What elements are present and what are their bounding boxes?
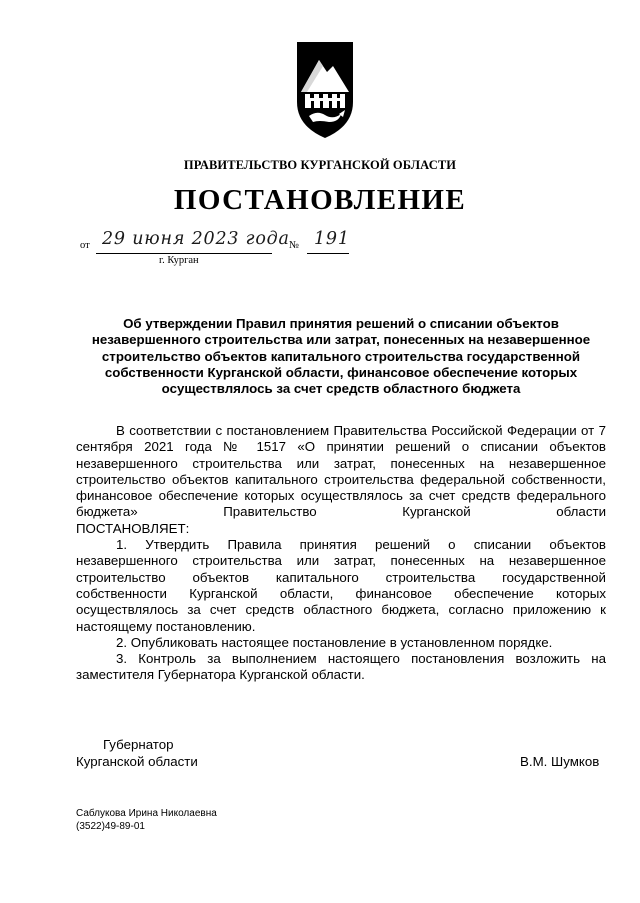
- signatory-name: В.М. Шумков: [520, 754, 600, 769]
- resolution-body: [76, 423, 606, 684]
- number-underline: [307, 253, 349, 254]
- signatory-title: Губернатор: [103, 737, 174, 752]
- kurgan-coat-of-arms-icon: [293, 40, 357, 140]
- handwritten-date: 29 июня 2023 года: [102, 229, 290, 249]
- resolves-line: ПОСТАНОВЛЯЕТ:: [76, 520, 190, 536]
- preamble-paragraph: В соответствии с постановлением Правительства Российской Федерации от 7 сентября 2021 года № 1517 «О принятии решений о списании объектов незавершенного строительства или затрат, понесенных на незавершенное строительство объектов капитального строительства федеральной собственности, финансовое обеспечение которых осуществлялось за счет средств федерального бюджета» Правительство Курганской области: [76, 423, 606, 520]
- resolution-item: 1. Утвердить Правила принятия решений о списании объектов незавершенного строительства или затрат, понесенных на незавершенное строительство объектов капитального строительства государственной собственности Курганской области, финансовое обеспечение которых осуществлялось за счет средств областного бюджета, согласно приложению к настоящему постановлению.: [76, 537, 606, 634]
- executor-name: Саблукова Ирина Николаевна: [76, 808, 217, 819]
- resolution-item: 3. Контроль за выполнением настоящего постановления возложить на заместителя Губернатора Курганской области.: [76, 651, 606, 683]
- date-underline: [96, 253, 272, 254]
- resolution-subject: Об утверждении Правил принятия решений о списании объектов незавершенного строительства или затрат, понесенных на незавершенное строительство объектов капитального строительства государственной собственности Курганской области, финансовое обеспечение которых осуществлялось за счет средств областного бюджета: [91, 316, 591, 397]
- executor-phone: (3522)49-89-01: [76, 821, 145, 832]
- date-prefix: от: [80, 240, 90, 251]
- signatory-region: Курганской области: [76, 754, 198, 769]
- government-name: ПРАВИТЕЛЬСТВО КУРГАНСКОЙ ОБЛАСТИ: [183, 158, 457, 172]
- resolution-item: 2. Опубликовать настоящее постановление в установленном порядке.: [116, 634, 553, 650]
- city: г. Курган: [159, 255, 199, 266]
- document-type-title: ПОСТАНОВЛЕНИЕ: [173, 184, 467, 216]
- number-prefix: №: [289, 240, 300, 251]
- handwritten-number: 191: [314, 229, 350, 249]
